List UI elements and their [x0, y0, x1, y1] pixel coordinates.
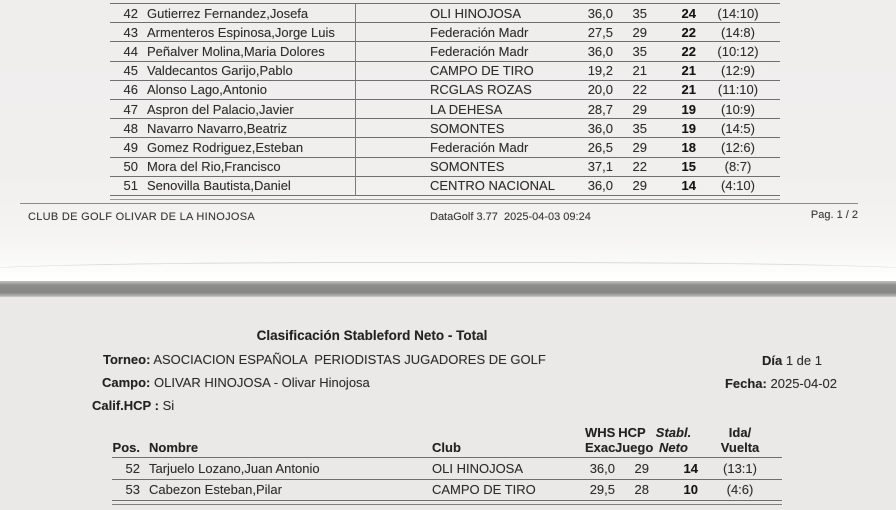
- ida-vuelta-cell: (10:9): [721, 101, 755, 117]
- ida-vuelta-cell: (14:5): [721, 120, 755, 136]
- hcp-qualifying-value: Si: [162, 398, 175, 413]
- club-cell: CAMPO DE TIRO: [432, 482, 536, 498]
- ida-vuelta-cell: (10:12): [717, 43, 759, 59]
- position-cell: 44: [123, 43, 138, 59]
- date-label: Fecha:: [724, 376, 767, 391]
- header-nombre: Nombre: [149, 440, 199, 455]
- tournament-value: ASOCIACION ESPAÑOLA PERIODISTAS JUGADORES DE GOLF: [153, 352, 546, 367]
- position-cell: 51: [123, 178, 138, 194]
- ida-vuelta-cell: (4:10): [721, 178, 755, 194]
- table-row: [110, 81, 780, 100]
- header-club: Club: [432, 440, 461, 455]
- club-cell: CENTRO NACIONAL: [430, 178, 555, 194]
- player-name-cell: Peñalver Molina,Maria Dolores: [147, 43, 325, 59]
- hcp-juego-cell: 29: [632, 101, 647, 117]
- player-name-cell: Aspron del Palacio,Javier: [147, 101, 294, 117]
- club-cell: Federación Madr: [430, 43, 529, 59]
- header-stableford-neto: Stabl. Neto: [655, 425, 692, 455]
- position-cell: 49: [123, 139, 138, 155]
- stableford-neto-cell: 18: [681, 139, 696, 155]
- page-edge-curl: [0, 262, 896, 279]
- whs-exact-cell: 36,0: [587, 43, 613, 59]
- day-label: Día: [761, 353, 783, 368]
- player-name-cell: Senovilla Bautista,Daniel: [147, 178, 291, 194]
- header-ida-vuelta: Ida/ Vuelta: [720, 425, 760, 455]
- table-row: [110, 23, 780, 42]
- stableford-neto-cell: 24: [681, 5, 696, 21]
- results-table-page2: [112, 425, 782, 501]
- stableford-neto-cell: 21: [681, 63, 696, 79]
- footer-page-number: Pag. 1 / 2: [810, 209, 858, 221]
- ida-vuelta-cell: (14:8): [721, 24, 755, 40]
- whs-exact-cell: 20,0: [587, 82, 613, 98]
- player-name-cell: Mora del Rio,Francisco: [147, 159, 281, 175]
- club-cell: CAMPO DE TIRO: [430, 63, 534, 79]
- ida-vuelta-cell: (4:6): [726, 482, 754, 498]
- player-name-cell: Valdecantos Garijo,Pablo: [147, 63, 293, 79]
- position-cell: 48: [123, 120, 138, 136]
- player-name-cell: Cabezon Esteban,Pilar: [149, 482, 282, 498]
- club-cell: Federación Madr: [430, 139, 529, 155]
- player-name-cell: Armenteros Espinosa,Jorge Luis: [147, 24, 335, 40]
- hcp-juego-cell: 29: [632, 178, 647, 194]
- course-line: [102, 375, 370, 390]
- player-name-cell: Navarro Navarro,Beatriz: [147, 120, 288, 136]
- stableford-neto-cell: 22: [681, 43, 696, 59]
- stableford-neto-cell: 19: [681, 120, 696, 136]
- whs-exact-cell: 26,5: [587, 139, 613, 155]
- whs-exact-cell: 28,7: [587, 101, 613, 117]
- document-title: Clasificación Stableford Neto - Total: [256, 328, 488, 343]
- hcp-juego-cell: 29: [634, 460, 649, 476]
- hcp-juego-cell: 29: [632, 24, 647, 40]
- player-name-cell: Gomez Rodriguez,Esteban: [147, 139, 304, 155]
- table-row: [112, 458, 782, 480]
- position-cell: 45: [123, 63, 138, 79]
- ida-vuelta-cell: (8:7): [724, 159, 752, 175]
- ida-vuelta-cell: (12:6): [721, 139, 755, 155]
- hcp-juego-cell: 35: [632, 43, 647, 59]
- whs-exact-cell: 37,1: [587, 159, 613, 175]
- hcp-qualifying-line: [92, 398, 174, 413]
- page-2: [0, 297, 896, 510]
- stableford-neto-cell: 15: [681, 159, 696, 175]
- position-cell: 46: [123, 82, 138, 98]
- course-value: OLIVAR HINOJOSA - Olivar Hinojosa: [154, 375, 370, 390]
- hcp-juego-cell: 29: [632, 139, 647, 155]
- header-hcp-juego: HCP Juego: [615, 425, 654, 455]
- results-table-page1: [110, 3, 780, 196]
- footer-generator: DataGolf 3.77 2025-04-03 09:24: [430, 211, 591, 223]
- position-cell: 50: [123, 159, 138, 175]
- club-cell: Federación Madr: [430, 24, 529, 40]
- stableford-neto-cell: 14: [683, 460, 698, 476]
- club-cell: LA DEHESA: [430, 101, 503, 117]
- ida-vuelta-cell: (13:1): [723, 460, 757, 476]
- club-cell: RCGLAS ROZAS: [430, 82, 532, 98]
- ida-vuelta-cell: (11:10): [717, 82, 759, 98]
- hcp-juego-cell: 28: [634, 482, 649, 498]
- hcp-juego-cell: 22: [632, 159, 647, 175]
- club-cell: SOMONTES: [430, 159, 505, 175]
- table-row: [110, 177, 780, 196]
- stableford-neto-cell: 10: [683, 482, 698, 498]
- table-row: [110, 42, 780, 61]
- header-pos: Pos.: [112, 440, 140, 455]
- column-divider-line: [355, 4, 356, 196]
- table-row: [110, 158, 780, 177]
- player-name-cell: Tarjuelo Lozano,Juan Antonio: [149, 460, 320, 476]
- position-cell: 43: [123, 24, 138, 40]
- stableford-neto-cell: 21: [681, 82, 696, 98]
- whs-exact-cell: 36,0: [587, 120, 613, 136]
- club-cell: SOMONTES: [430, 120, 505, 136]
- ida-vuelta-cell: (12:9): [721, 63, 755, 79]
- whs-exact-cell: 19,2: [587, 63, 613, 79]
- hcp-qualifying-label: Calif.HCP :: [92, 398, 159, 413]
- table-row: [110, 4, 780, 23]
- whs-exact-cell: 27,5: [587, 24, 613, 40]
- ida-vuelta-cell: (14:10): [717, 5, 759, 21]
- whs-exact-cell: 36,0: [589, 460, 615, 476]
- club-cell: OLI HINOJOSA: [430, 5, 522, 21]
- hcp-juego-cell: 35: [632, 120, 647, 136]
- course-label: Campo:: [102, 375, 151, 390]
- date-line: [725, 376, 837, 391]
- table-row: [110, 119, 780, 138]
- club-cell: OLI HINOJOSA: [432, 460, 524, 476]
- table-row: [112, 480, 782, 502]
- table-header-row: [112, 425, 782, 458]
- day-line: [762, 353, 822, 368]
- position-cell: 53: [125, 482, 140, 498]
- stableford-neto-cell: 22: [681, 24, 696, 40]
- day-value: 1 de 1: [785, 353, 822, 368]
- page1-footer: [20, 203, 858, 234]
- whs-exact-cell: 29,5: [589, 482, 615, 498]
- results-table-page2-body: [112, 458, 782, 501]
- hcp-juego-cell: 21: [632, 63, 647, 79]
- whs-exact-cell: 36,0: [587, 178, 613, 194]
- stableford-neto-cell: 14: [681, 178, 696, 194]
- table-row: [110, 62, 780, 81]
- tournament-label: Torneo:: [103, 352, 151, 367]
- date-value: 2025-04-02: [770, 376, 837, 391]
- hcp-juego-cell: 22: [632, 82, 647, 98]
- tournament-line: [103, 352, 546, 367]
- position-cell: 52: [125, 460, 140, 476]
- whs-exact-cell: 36,0: [587, 5, 613, 21]
- page-separator-band: [0, 281, 896, 297]
- player-name-cell: Alonso Lago,Antonio: [147, 82, 267, 98]
- hcp-juego-cell: 35: [632, 5, 647, 21]
- position-cell: 42: [123, 5, 138, 21]
- stableford-neto-cell: 19: [681, 101, 696, 117]
- footer-club-name: CLUB DE GOLF OLIVAR DE LA HINOJOSA: [28, 211, 255, 223]
- position-cell: 47: [123, 101, 138, 117]
- table-row: [110, 138, 780, 157]
- header-whs-exact: WHS Exac: [585, 425, 616, 455]
- player-name-cell: Gutierrez Fernandez,Josefa: [147, 5, 309, 21]
- table-row: [110, 100, 780, 119]
